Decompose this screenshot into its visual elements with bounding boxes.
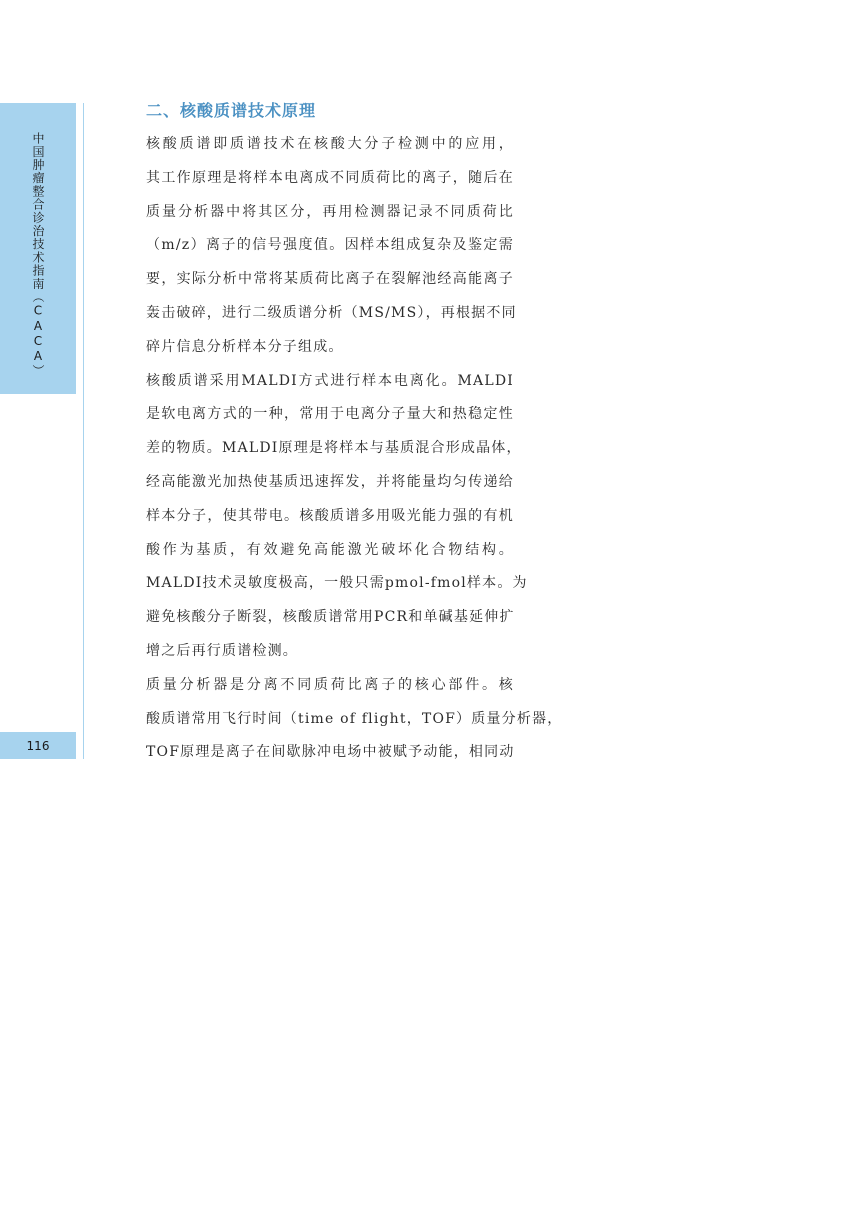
main-content [112,96,563,770]
paragraph-1 [112,128,517,365]
text-line: 差的物质。MALDI原理是将样本与基质混合形成晶体， [146,440,522,457]
paragraph-3 [112,669,563,770]
text-line: 避免核酸分子断裂，核酸质谱常用PCR和单碱基延伸扩 [146,609,515,626]
text-line: 经高能激光加热使基质迅速挥发，并将能量均匀传递给 [146,473,514,490]
text-line: 质量分析器是分离不同质荷比离子的核心部件。核 [146,676,514,693]
text-line: 是软电离方式的一种，常用于电离分子量大和热稳定性 [146,406,514,423]
text-line: 碎片信息分析样本分子组成。 [146,338,344,355]
text-line: 酸质谱常用飞行时间（time of flight，TOF）质量分析器， [146,710,563,727]
text-line: 酸作为基质，有效避免高能激光破坏化合物结构。 [146,541,514,558]
text-line: 其工作原理是将样本电离成不同质荷比的离子，随后在 [146,169,514,186]
page-number: 116 [0,732,76,759]
text-line: 轰击破碎，进行二级质谱分析（MS/MS），再根据不同 [146,304,517,321]
text-line: （m/z）离子的信号强度值。因样本组成复杂及鉴定需 [146,237,514,254]
text-line: MALDI技术灵敏度极高，一般只需pmol-fmol样本。为 [146,575,528,592]
text-line: 样本分子，使其带电。核酸质谱多用吸光能力强的有机 [146,507,514,524]
sidebar-tab [0,103,76,394]
text-line: 质量分析器中将其区分，再用检测器记录不同质荷比 [146,203,514,220]
text-line: 核酸质谱采用MALDI方式进行样本电离化。MALDI [146,372,514,389]
book-title: 中国肿瘤整合诊治技术指南（CACA） [31,132,45,378]
margin-rule [83,103,84,759]
text-line: 要，实际分析中常将某质荷比离子在裂解池经高能离子 [146,271,514,288]
text-line: TOF原理是离子在间歇脉冲电场中被赋予动能，相同动 [146,744,515,761]
text-line: 增之后再行质谱检测。 [146,642,298,659]
paragraph-2 [112,365,528,669]
section-heading: 二、核酸质谱技术原理 [146,101,317,120]
text-line: 核酸质谱即质谱技术在核酸大分子检测中的应用， [146,136,514,152]
